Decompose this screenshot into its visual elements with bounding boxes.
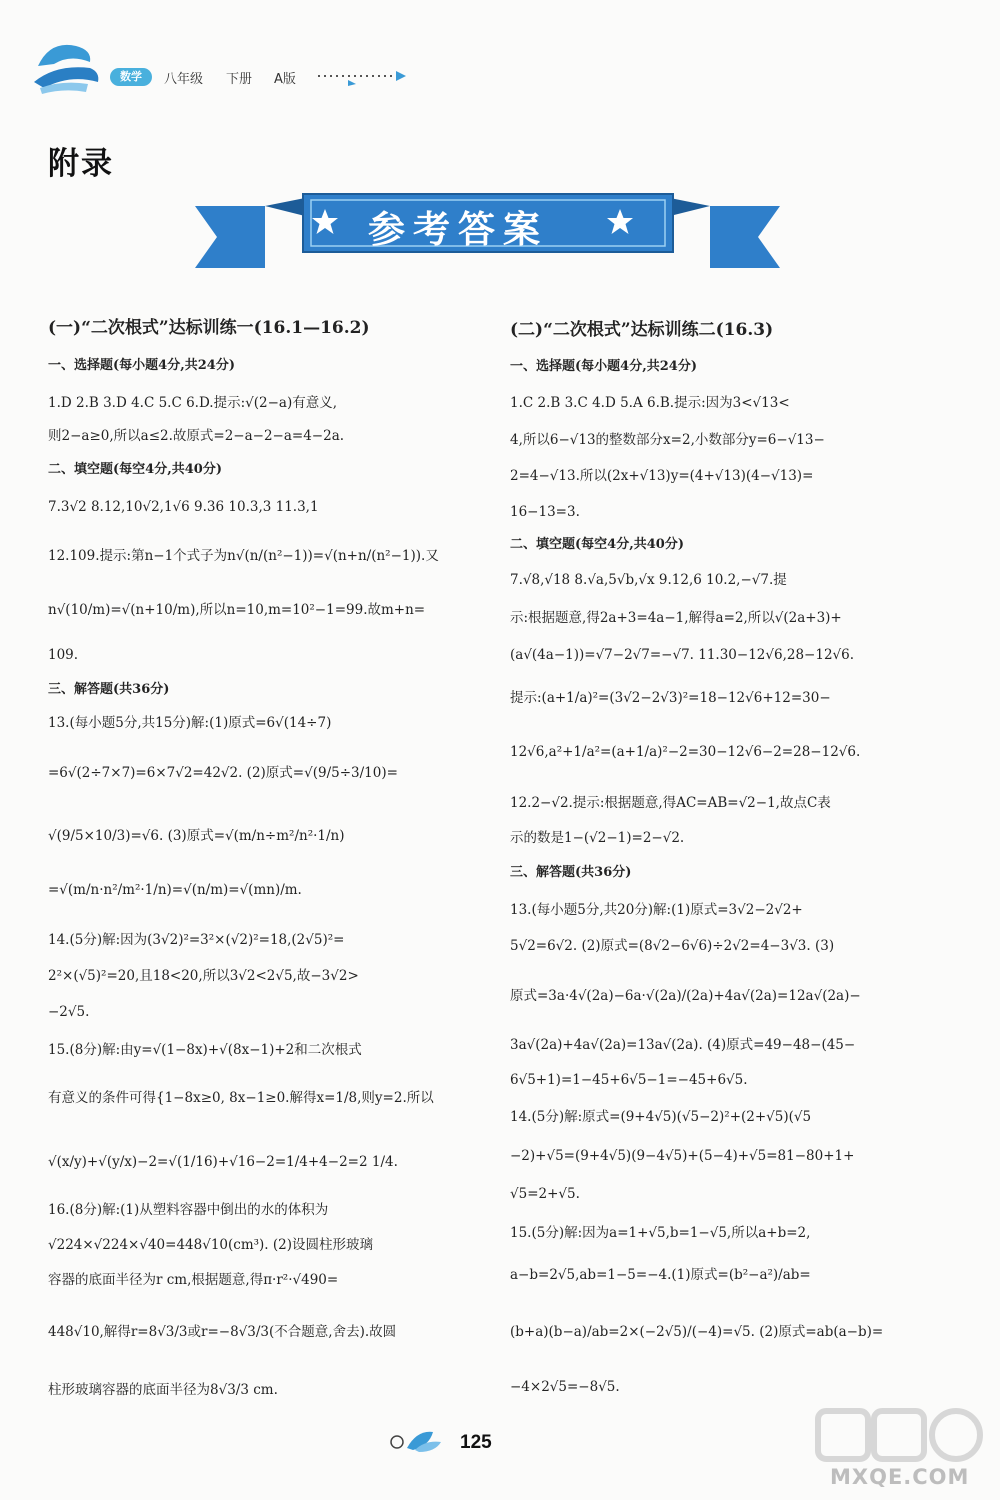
answer-line: √5=2+√5.: [510, 1186, 580, 1202]
answer-line: a−b=2√5,ab=1−5=−4.(1)原式=(b²−a²)/ab=: [510, 1267, 811, 1283]
answer-line: √224×√224×√40=448√10(cm³). (2)设圆柱形玻璃: [48, 1237, 374, 1253]
answer-line: n√(10/m)=√(n+10/m),所以n=10,m=10²−1=99.故m+n=: [48, 602, 426, 618]
subsection-heading: 二、填空题(每空4分,共40分): [510, 537, 684, 552]
book-logo-icon: [30, 38, 108, 98]
answer-line: 示:根据题意,得2a+3=4a−1,解得a=2,所以√(2a+3)+: [510, 610, 842, 626]
grade-label: 八年级: [164, 72, 204, 87]
answer-line: 4,所以6−√13的整数部分x=2,小数部分y=6−√13−: [510, 432, 825, 448]
subsection-heading: 一、选择题(每小题4分,共24分): [48, 358, 235, 373]
section-title: (二)“二次根式”达标训练二(16.3): [510, 320, 774, 340]
answer-line: √(9/5×10/3)=√6. (3)原式=√(m/n÷m²/n²·1/n): [48, 828, 345, 844]
answer-line: 15.(5分)解:因为a=1+√5,b=1−√5,所以a+b=2,: [510, 1225, 811, 1241]
answer-line: 14.(5分)解:因为(3√2)²=3²×(√2)²=18,(2√5)²=: [48, 932, 345, 948]
answer-line: 7.3√2 8.12,10√2,1√6 9.36 10.3,3 11.3,1: [48, 499, 319, 515]
answer-line: 7.√8,√18 8.√a,5√b,√x 9.12,6 10.2,−√7.提: [510, 572, 787, 588]
dotted-arrow-icon: [318, 68, 410, 86]
subject-badge: 数学: [110, 68, 152, 86]
answer-line: 6√5+1)=1−45+6√5−1=−45+6√5.: [510, 1072, 748, 1088]
subsection-heading: 二、填空题(每空4分,共40分): [48, 462, 222, 477]
banner-title: 参考答案: [368, 208, 548, 251]
answer-line: 则2−a≥0,所以a≤2.故原式=2−a−2−a=4−2a.: [48, 428, 345, 444]
running-header: [30, 38, 410, 98]
answer-line: 示的数是1−(√2−1)=2−√2.: [510, 830, 685, 846]
answer-line: 16.(8分)解:(1)从塑料容器中倒出的水的体积为: [48, 1202, 329, 1218]
answer-line: 3a√(2a)+4a√(2a)=13a√(2a). (4)原式=49−48−(45−: [510, 1037, 856, 1053]
answer-line: =√(m/n·n²/m²·1/n)=√(n/m)=√(mn)/m.: [48, 882, 302, 898]
page-number: 125: [460, 1432, 492, 1453]
answer-line: −2√5.: [48, 1004, 90, 1020]
answer-line: 13.(每小题5分,共20分)解:(1)原式=3√2−2√2+: [510, 902, 803, 918]
appendix-title: 附录: [48, 146, 114, 182]
star-icon: [310, 207, 340, 237]
answer-line: 柱形玻璃容器的底面半径为8√3/3 cm.: [48, 1382, 278, 1398]
answer-line: 15.(8分)解:由y=√(1−8x)+√(8x−1)+2和二次根式: [48, 1042, 362, 1058]
answer-line: 109.: [48, 647, 79, 663]
answer-line: 2²×(√5)²=20,且18<20,所以3√2<2√5,故−3√2>: [48, 968, 359, 984]
section-title: (一)“二次根式”达标训练一(16.1—16.2): [48, 318, 370, 338]
answer-line: 原式=3a·4√(2a)−6a·√(2a)/(2a)+4a√(2a)=12a√(2a)−: [510, 988, 861, 1004]
answer-line: (b+a)(b−a)/ab=2×(−2√5)/(−4)=√5. (2)原式=ab(a−b)=: [510, 1324, 884, 1340]
answer-line: √(x/y)+√(y/x)−2=√(1/16)+√16−2=1/4+4−2=2 1/4.: [48, 1154, 398, 1170]
answer-line: 12.109.提示:第n−1个式子为n√(n/(n²−1))=√(n+n/(n²−1)).又: [48, 548, 439, 564]
answer-line: =6√(2÷7×7)=6×7√2=42√2. (2)原式=√(9/5÷3/10)=: [48, 765, 398, 781]
edition-label: A版: [274, 72, 296, 87]
star-icon: [605, 207, 635, 237]
answer-line: 14.(5分)解:原式=(9+4√5)(√5−2)²+(2+√5)(√5: [510, 1109, 812, 1125]
subsection-heading: 一、选择题(每小题4分,共24分): [510, 359, 697, 374]
leaf-ornament-icon: [385, 1428, 445, 1456]
subsection-heading: 三、解答题(共36分): [48, 682, 170, 697]
answer-line: 提示:(a+1/a)²=(3√2−2√3)²=18−12√6+12=30−: [510, 690, 831, 706]
answer-line: 12.2−√2.提示:根据题意,得AC=AB=√2−1,故点C表: [510, 795, 831, 811]
answer-line: −4×2√5=−8√5.: [510, 1379, 620, 1395]
answer-line: 13.(每小题5分,共15分)解:(1)原式=6√(14÷7): [48, 715, 332, 731]
answer-line: 448√10,解得r=8√3/3或r=−8√3/3(不合题意,舍去).故圆: [48, 1324, 397, 1340]
subsection-heading: 三、解答题(共36分): [510, 865, 632, 880]
answer-line: (a√(4a−1))=√7−2√7=−√7. 11.30−12√6,28−12√6.: [510, 647, 855, 663]
answer-line: 容器的底面半径为r cm,根据题意,得π·r²·√490=: [48, 1272, 339, 1288]
answer-line: 2=4−√13.所以(2x+√13)y=(4+√13)(4−√13)=: [510, 468, 814, 484]
answer-line: 1.D 2.B 3.D 4.C 5.C 6.D.提示:√(2−a)有意义,: [48, 395, 338, 411]
answer-line: 5√2=6√2. (2)原式=(8√2−6√6)÷2√2=4−3√3. (3): [510, 938, 835, 954]
answer-line: 12√6,a²+1/a²=(a+1/a)²−2=30−12√6−2=28−12√6.: [510, 744, 861, 760]
answer-line: 1.C 2.B 3.C 4.D 5.A 6.B.提示:因为3<√13<: [510, 395, 790, 411]
answer-line: −2)+√5=(9+4√5)(9−4√5)+(5−4)+√5=81−80+1+: [510, 1148, 855, 1164]
answer-line: 16−13=3.: [510, 504, 580, 520]
watermark-text: MXQE.COM: [830, 1465, 970, 1489]
answer-line: 有意义的条件可得{1−8x≥0, 8x−1≥0.解得x=1/8,则y=2.所以: [48, 1090, 434, 1106]
volume-label: 下册: [226, 72, 253, 87]
